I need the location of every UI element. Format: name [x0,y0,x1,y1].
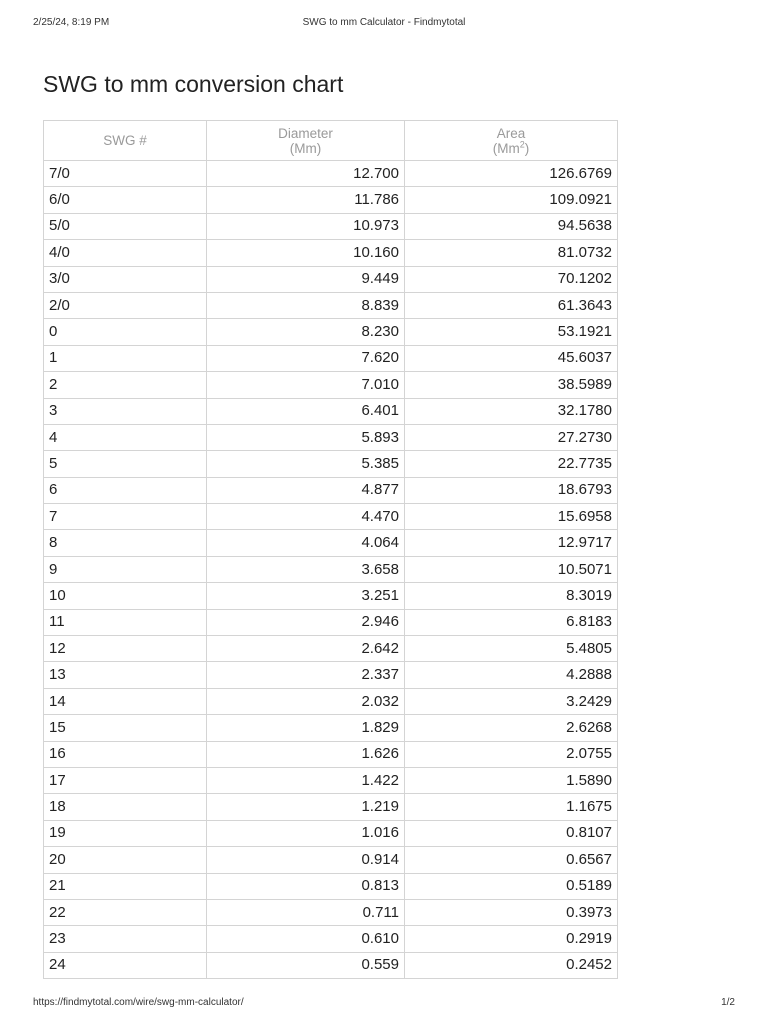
print-footer [33,997,735,1011]
cell-area: 27.2730 [405,424,618,450]
cell-swg: 15 [44,715,207,741]
cell-diameter: 8.230 [207,319,405,345]
cell-swg: 21 [44,873,207,899]
cell-diameter: 0.813 [207,873,405,899]
table-row [44,504,618,530]
table-row [44,820,618,846]
cell-area: 70.1202 [405,266,618,292]
cell-area: 32.1780 [405,398,618,424]
cell-diameter: 1.016 [207,820,405,846]
cell-swg: 3/0 [44,266,207,292]
cell-diameter: 4.877 [207,477,405,503]
cell-diameter: 2.946 [207,609,405,635]
cell-swg: 19 [44,820,207,846]
cell-area: 61.3643 [405,292,618,318]
table-row [44,477,618,503]
cell-area: 0.8107 [405,820,618,846]
cell-swg: 23 [44,926,207,952]
cell-diameter: 1.219 [207,794,405,820]
table-row [44,899,618,925]
cell-swg: 3 [44,398,207,424]
cell-diameter: 4.064 [207,530,405,556]
cell-swg: 2/0 [44,292,207,318]
cell-area: 10.5071 [405,556,618,582]
column-header-diameter-unit: (Mm) [289,140,322,156]
cell-diameter: 7.010 [207,372,405,398]
cell-diameter: 10.160 [207,240,405,266]
cell-area: 22.7735 [405,451,618,477]
column-header-area [405,121,618,161]
cell-swg: 6/0 [44,187,207,213]
swg-conversion-table [43,120,618,979]
table-header [44,121,618,161]
cell-area: 2.6268 [405,715,618,741]
table-row [44,609,618,635]
cell-swg: 0 [44,319,207,345]
table-row [44,451,618,477]
cell-diameter: 0.914 [207,847,405,873]
cell-diameter: 9.449 [207,266,405,292]
cell-area: 0.3973 [405,899,618,925]
cell-area: 3.2429 [405,688,618,714]
cell-area: 18.6793 [405,477,618,503]
cell-swg: 2 [44,372,207,398]
column-header-area-label: Area [496,125,526,141]
cell-area: 109.0921 [405,187,618,213]
cell-area: 1.1675 [405,794,618,820]
cell-swg: 20 [44,847,207,873]
table-row [44,794,618,820]
cell-swg: 5 [44,451,207,477]
cell-swg: 12 [44,636,207,662]
cell-area: 2.0755 [405,741,618,767]
column-header-swg [44,121,207,161]
table-row [44,398,618,424]
cell-swg: 24 [44,952,207,978]
cell-diameter: 4.470 [207,504,405,530]
cell-swg: 4 [44,424,207,450]
cell-area: 1.5890 [405,767,618,793]
table-row [44,767,618,793]
table-row [44,345,618,371]
cell-area: 81.0732 [405,240,618,266]
cell-diameter: 2.337 [207,662,405,688]
cell-swg: 16 [44,741,207,767]
table-header-row [44,121,618,161]
print-document-title: SWG to mm Calculator - Findmytotal [302,17,466,28]
cell-diameter: 2.642 [207,636,405,662]
cell-diameter: 1.422 [207,767,405,793]
print-url: https://findmytotal.com/wire/swg-mm-calculator/ [33,997,244,1008]
cell-swg: 11 [44,609,207,635]
table-row [44,240,618,266]
table-row [44,161,618,187]
cell-area: 0.2919 [405,926,618,952]
table-row [44,372,618,398]
table-row [44,556,618,582]
table-row [44,187,618,213]
print-date: 2/25/24, 8:19 PM [33,17,110,28]
column-header-swg-label: SWG # [103,133,147,148]
cell-area: 6.8183 [405,609,618,635]
cell-area: 53.1921 [405,319,618,345]
print-page-number: 1/2 [721,997,735,1008]
cell-area: 94.5638 [405,213,618,239]
cell-swg: 10 [44,583,207,609]
table-row [44,688,618,714]
page-title: SWG to mm conversion chart [43,71,344,97]
cell-swg: 7 [44,504,207,530]
cell-diameter: 12.700 [207,161,405,187]
cell-area: 12.9717 [405,530,618,556]
table-row [44,741,618,767]
table-row [44,213,618,239]
cell-diameter: 8.839 [207,292,405,318]
cell-area: 15.6958 [405,504,618,530]
cell-diameter: 6.401 [207,398,405,424]
table-row [44,583,618,609]
table-row [44,926,618,952]
cell-diameter: 3.251 [207,583,405,609]
cell-area: 4.2888 [405,662,618,688]
column-header-area-unit-close: ) [524,140,530,156]
table-row [44,266,618,292]
cell-swg: 13 [44,662,207,688]
cell-swg: 18 [44,794,207,820]
cell-diameter: 0.559 [207,952,405,978]
table-row [44,847,618,873]
cell-swg: 9 [44,556,207,582]
cell-diameter: 1.829 [207,715,405,741]
cell-swg: 14 [44,688,207,714]
print-header [33,17,735,31]
cell-area: 126.6769 [405,161,618,187]
table-row [44,636,618,662]
cell-swg: 7/0 [44,161,207,187]
cell-diameter: 7.620 [207,345,405,371]
cell-diameter: 1.626 [207,741,405,767]
cell-diameter: 2.032 [207,688,405,714]
table-row [44,530,618,556]
cell-swg: 5/0 [44,213,207,239]
cell-area: 8.3019 [405,583,618,609]
cell-diameter: 5.385 [207,451,405,477]
table-row [44,952,618,978]
table-row [44,662,618,688]
table-row [44,292,618,318]
cell-diameter: 10.973 [207,213,405,239]
cell-diameter: 3.658 [207,556,405,582]
column-header-diameter [207,121,405,161]
cell-area: 45.6037 [405,345,618,371]
column-header-diameter-label: Diameter [278,125,333,141]
cell-swg: 17 [44,767,207,793]
cell-area: 5.4805 [405,636,618,662]
table-row [44,319,618,345]
cell-swg: 8 [44,530,207,556]
cell-area: 0.2452 [405,952,618,978]
cell-area: 0.6567 [405,847,618,873]
table-body [44,161,618,979]
cell-diameter: 0.711 [207,899,405,925]
table-row [44,873,618,899]
cell-swg: 1 [44,345,207,371]
column-header-area-unit-exponent: 2 [519,139,525,149]
cell-diameter: 11.786 [207,187,405,213]
table-row [44,715,618,741]
cell-area: 38.5989 [405,372,618,398]
cell-diameter: 0.610 [207,926,405,952]
cell-swg: 6 [44,477,207,503]
table-row [44,424,618,450]
cell-area: 0.5189 [405,873,618,899]
cell-diameter: 5.893 [207,424,405,450]
cell-swg: 4/0 [44,240,207,266]
cell-swg: 22 [44,899,207,925]
column-header-area-unit: (Mm [492,140,520,156]
